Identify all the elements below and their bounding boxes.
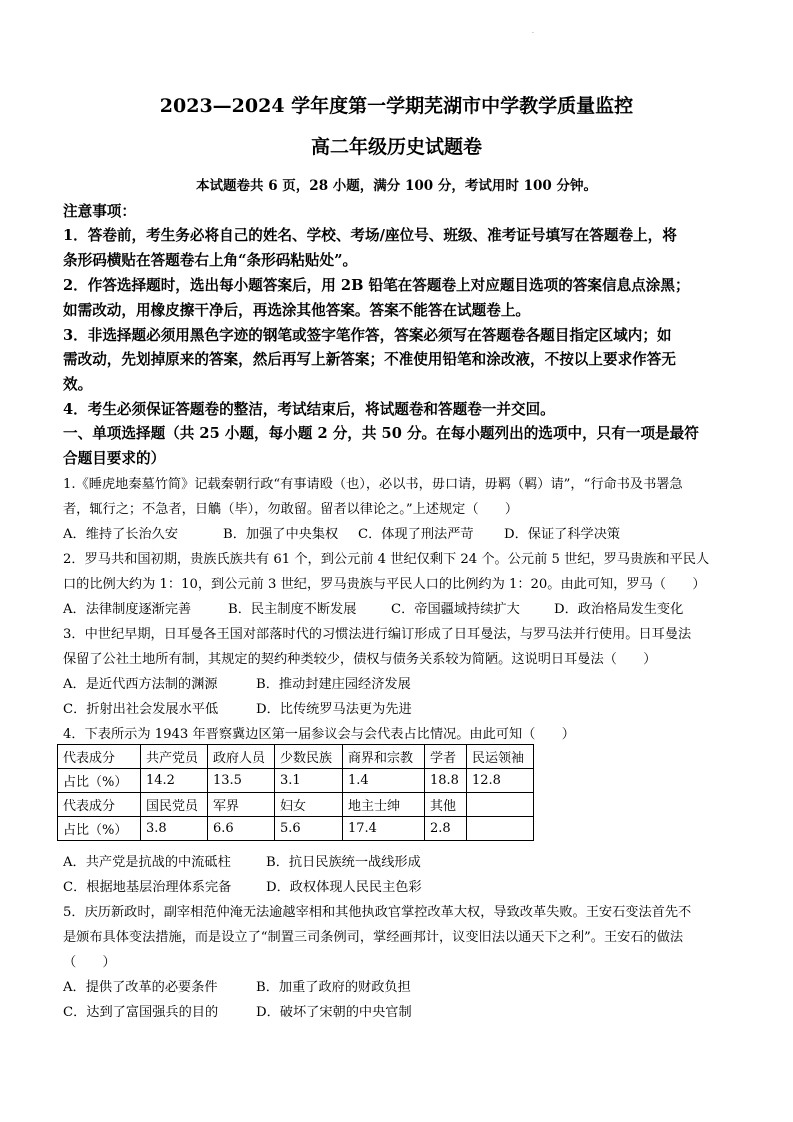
table-row bbox=[58, 769, 534, 793]
exam-title: 2023—2024 学年度第一学期芜湖市中学教学质量监控 bbox=[159, 95, 634, 117]
q5-stem: （ ） bbox=[63, 955, 116, 970]
table-cell: 学者 bbox=[425, 745, 467, 769]
table-cell bbox=[467, 793, 534, 817]
q3-option-d[interactable]: D．比传统罗马法更为先进 bbox=[256, 702, 412, 717]
q1-option-c[interactable]: C．体现了刑法严苛 bbox=[358, 527, 474, 542]
q4-options bbox=[63, 851, 421, 870]
q3-option-a[interactable]: A．是近代西方法制的渊源 bbox=[63, 677, 218, 692]
q2-option-b[interactable]: B．民主制度不断发展 bbox=[228, 602, 357, 617]
q5-options bbox=[63, 1001, 412, 1020]
q4-stem: 4．下表所示为 1943 年晋察冀边区第一届参议会与会代表占比情况。由此可知（ ） bbox=[63, 727, 575, 742]
notice-line: 1．答卷前，考生务必将自己的姓名、学校、考场/座位号、班级、准考证号填写在答题卷上，将 bbox=[63, 227, 677, 244]
notice-line: 条形码横贴在答题卷右上角“条形码粘贴处”。 bbox=[63, 252, 358, 269]
table-cell: 代表成分 bbox=[58, 793, 141, 817]
table-row bbox=[58, 817, 534, 841]
table-cell: 1.4 bbox=[343, 769, 425, 793]
table-row bbox=[58, 793, 534, 817]
notice-line: 需改动，先划掉原来的答案，然后再写上新答案；不准使用铅笔和涂改液，不按以上要求作答无 bbox=[63, 351, 676, 368]
notice-heading: 注意事项： bbox=[63, 203, 136, 220]
q5-option-c[interactable]: C．达到了富国强兵的目的 bbox=[63, 1005, 219, 1020]
q2-stem: 口的比例大约为 1：10，到公元前 3 世纪，罗马贵族与平民人口的比例约为 1：20。由此可知，罗马（ ） bbox=[63, 577, 706, 592]
exam-subtitle: 高二年级历史试题卷 bbox=[310, 136, 482, 158]
table-cell: 3.1 bbox=[275, 769, 343, 793]
table-cell: 18.8 bbox=[425, 769, 467, 793]
table-cell: 代表成分 bbox=[58, 745, 141, 769]
q5-option-b[interactable]: B．加重了政府的财政负担 bbox=[256, 980, 411, 995]
table-cell: 12.8 bbox=[467, 769, 534, 793]
exam-info: 本试题卷共 6 页，28 小题，满分 100 分，考试用时 100 分钟。 bbox=[196, 178, 597, 194]
notice-line: 2．作答选择题时，选出每小题答案后，用 2B 铅笔在答题卷上对应题目选项的答案信息点涂黑； bbox=[63, 277, 690, 294]
q3-options bbox=[63, 673, 411, 692]
table-cell: 其他 bbox=[425, 793, 467, 817]
table-cell: 国民党员 bbox=[141, 793, 208, 817]
corner-mark: · bbox=[532, 30, 534, 37]
q5-option-a[interactable]: A．提供了改革的必要条件 bbox=[63, 980, 218, 995]
q2-option-a[interactable]: A．法律制度逐渐完善 bbox=[63, 602, 192, 617]
table-cell: 地主士绅 bbox=[343, 793, 425, 817]
table-cell: 占比（%） bbox=[58, 769, 141, 793]
q3-option-b[interactable]: B．推动封建庄园经济发展 bbox=[256, 677, 411, 692]
q3-stem: 保留了公社土地所有制，其规定的契约种类较少，债权与债务关系较为简陋。这说明日耳曼法（ ） bbox=[63, 652, 657, 667]
q3-option-c[interactable]: C．折射出社会发展水平低 bbox=[63, 702, 219, 717]
q1-stem: 1.《睡虎地秦墓竹简》记载秦朝行政“有事请殴（也），必以书，毋口请，毋羁（羁）请”，“行命书及书署急 bbox=[63, 477, 683, 492]
notice-line: 3．非选择题必须用黑色字迹的钢笔或签字笔作答，答案必须写在答题卷各题目指定区域内；如 bbox=[63, 327, 672, 344]
table-cell: 3.8 bbox=[141, 817, 208, 841]
q2-option-c[interactable]: C．帝国疆域持续扩大 bbox=[391, 602, 520, 617]
table-cell: 6.6 bbox=[208, 817, 275, 841]
table-row bbox=[58, 745, 534, 769]
q2-stem: 2．罗马共和国初期，贵族氏族共有 61 个，到公元前 4 世纪仅剩下 24 个。公元前 5 世纪，罗马贵族和平民人 bbox=[63, 552, 710, 567]
q2-option-d[interactable]: D．政治格局发生变化 bbox=[554, 602, 684, 617]
q2-options bbox=[63, 598, 683, 617]
table-cell: 军界 bbox=[208, 793, 275, 817]
table-cell: 共产党员 bbox=[141, 745, 208, 769]
table-cell: 13.5 bbox=[208, 769, 275, 793]
table-cell: 14.2 bbox=[141, 769, 208, 793]
notice-line: 如需改动，用橡皮擦干净后，再选涂其他答案。答案不能答在试题卷上。 bbox=[63, 302, 531, 319]
table-cell: 占比（%） bbox=[58, 817, 141, 841]
q4-option-a[interactable]: A．共产党是抗战的中流砥柱 bbox=[63, 855, 231, 870]
q1-option-a[interactable]: A．维持了长治久安 bbox=[63, 527, 179, 542]
section-heading: 合题目要求的） bbox=[63, 450, 166, 467]
table-cell: 2.8 bbox=[425, 817, 467, 841]
q4-options bbox=[63, 876, 422, 895]
table-cell: 妇女 bbox=[275, 793, 343, 817]
q1-stem: 者，辄行之；不急者，日觹（毕），勿敢留。留者以律论之。”上述规定（ ） bbox=[63, 502, 519, 517]
table-cell: 商界和宗教 bbox=[343, 745, 425, 769]
table-cell: 5.6 bbox=[275, 817, 343, 841]
q1-options bbox=[63, 523, 620, 542]
q4-table bbox=[57, 744, 534, 841]
table-cell: 少数民族 bbox=[275, 745, 343, 769]
table-cell bbox=[467, 817, 534, 841]
q4-option-b[interactable]: B．抗日民族统一战线形成 bbox=[266, 855, 421, 870]
notice-line: 4．考生必须保证答题卷的整洁，考试结束后，将试题卷和答题卷一并交回。 bbox=[63, 401, 555, 418]
q3-stem: 3．中世纪早期，日耳曼各王国对部落时代的习惯法进行编订形成了日耳曼法，与罗马法并行使用。日耳曼法 bbox=[63, 627, 692, 642]
section-heading: 一、单项选择题（共 25 小题，每小题 2 分，共 50 分。在每小题列出的选项中，只有一项是最符 bbox=[63, 425, 699, 442]
q4-option-c[interactable]: C．根据地基层治理体系完备 bbox=[63, 880, 232, 895]
q4-option-d[interactable]: D．政权体现人民民主色彩 bbox=[266, 880, 422, 895]
q1-option-b[interactable]: B．加强了中央集权 bbox=[223, 527, 339, 542]
q5-stem: 是颁布具体变法措施，而是设立了“制置三司条例司，掌经画邦计，议变旧法以通天下之利”。王安石的做法 bbox=[63, 930, 684, 945]
q5-options bbox=[63, 976, 411, 995]
q5-stem: 5．庆历新政时，副宰相范仲淹无法逾越宰相和其他执政官掌控改革大权，导致改革失败。王安石变法首先不 bbox=[63, 905, 692, 920]
q3-options bbox=[63, 698, 412, 717]
table-cell: 政府人员 bbox=[208, 745, 275, 769]
table-cell: 17.4 bbox=[343, 817, 425, 841]
q5-option-d[interactable]: D．破坏了宋朝的中央官制 bbox=[256, 1005, 412, 1020]
notice-line: 效。 bbox=[63, 376, 93, 393]
q1-option-d[interactable]: D．保证了科学决策 bbox=[504, 527, 621, 542]
table-cell: 民运领袖 bbox=[467, 745, 534, 769]
